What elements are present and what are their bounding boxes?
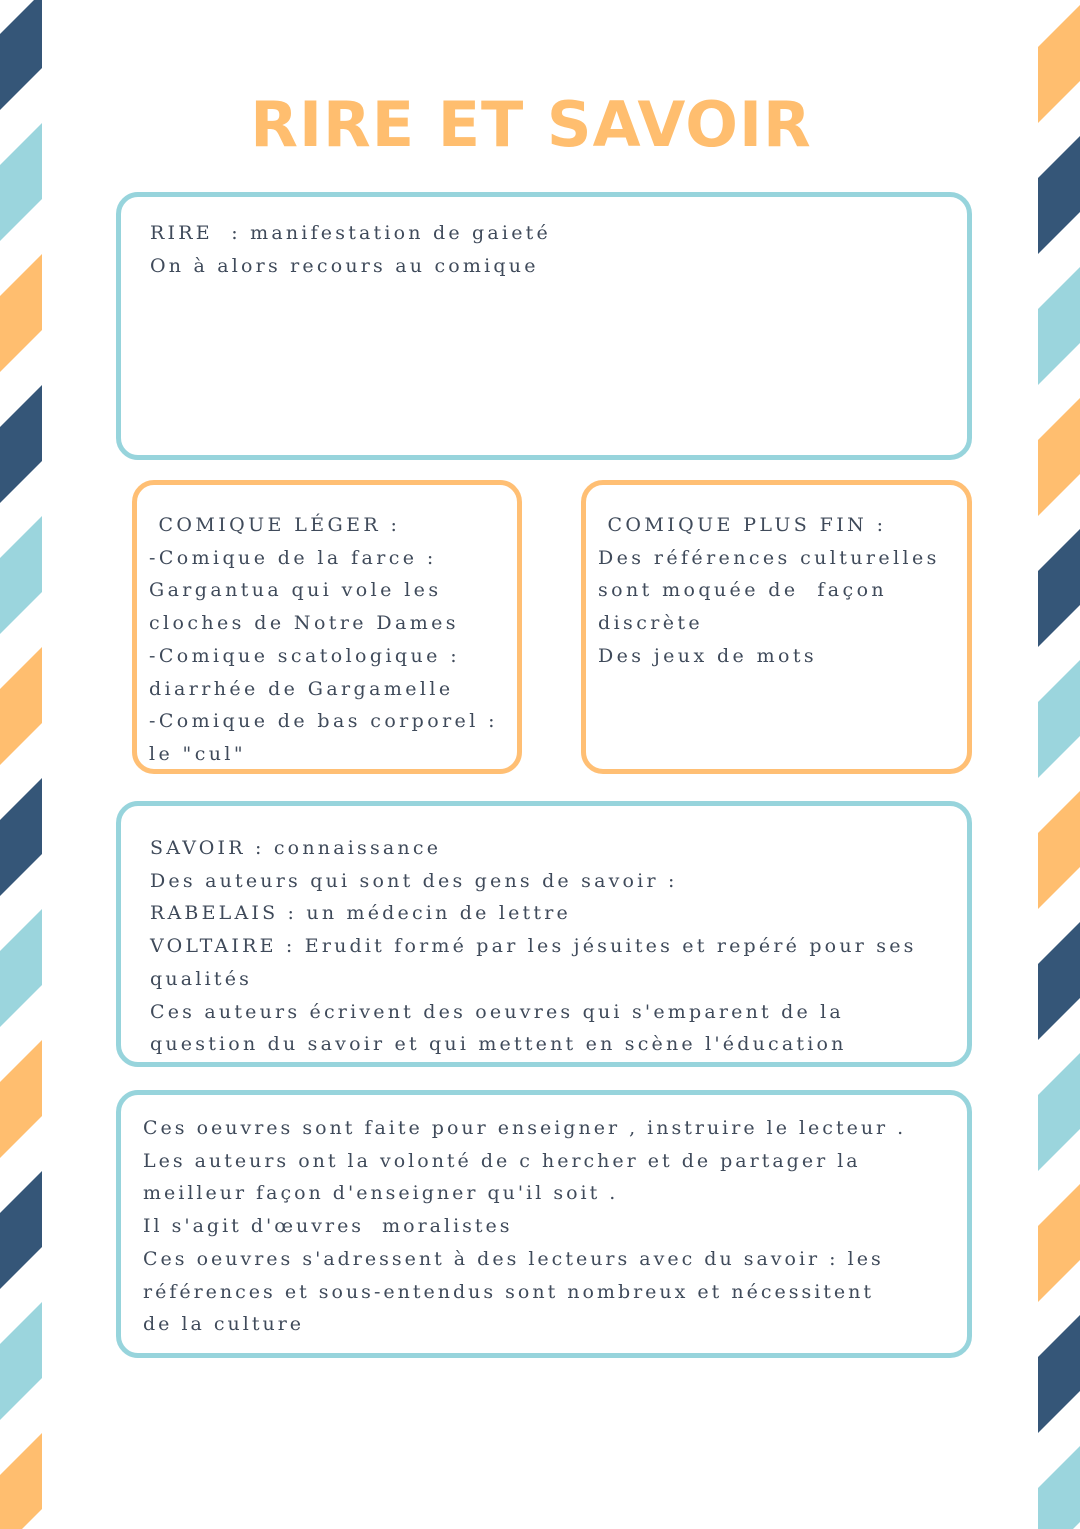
savoir-line: RABELAIS : un médecin de lettre <box>150 902 571 925</box>
rire-line: On à alors recours au comique <box>150 254 539 277</box>
comique-fin-line: Des références culturelles <box>598 546 940 569</box>
stripe-band <box>0 1302 42 1420</box>
page-title: RIRE ET SAVOIR <box>250 88 812 161</box>
rire-line: RIRE : manifestation de gaieté <box>150 222 551 244</box>
comique-leger-line: le "cul" <box>149 742 246 765</box>
savoir-line: Ces auteurs écrivent des oeuvres qui s'emparent de la <box>150 1000 844 1023</box>
stripe-band <box>0 1040 42 1158</box>
oeuvres-box <box>116 1090 972 1358</box>
comique-fin-line: discrète <box>598 612 704 635</box>
rire-box <box>116 192 972 460</box>
stripe-band <box>0 647 42 765</box>
stripe-band <box>0 1433 42 1529</box>
comique-leger-line: -Comique de bas corporel : <box>149 710 498 733</box>
comique-leger-line: COMIQUE LÉGER : <box>149 514 401 536</box>
stripe-band <box>0 516 42 634</box>
stripe-band <box>1038 660 1080 778</box>
comique-leger-line: -Comique de la farce : <box>149 546 437 569</box>
comique-fin-box <box>581 480 972 774</box>
oeuvres-line: références et sous-entendus sont nombreux et nécessitent <box>143 1280 875 1303</box>
stripe-band <box>0 1171 42 1289</box>
oeuvres-line: de la culture <box>143 1313 305 1336</box>
stripe-band <box>1038 1446 1080 1529</box>
oeuvres-line: Il s'agit d'œuvres moralistes <box>143 1215 513 1238</box>
stripe-band <box>1038 1053 1080 1171</box>
savoir-line: VOLTAIRE : Erudit formé par les jésuites et repéré pour ses <box>150 935 917 958</box>
stripe-band <box>0 778 42 896</box>
comique-leger-line: Gargantua qui vole les <box>149 579 442 602</box>
stripe-band <box>1038 791 1080 909</box>
comique-fin-line: Des jeux de mots <box>598 644 818 667</box>
stripe-band <box>1038 529 1080 647</box>
comique-fin-line: sont moquée de façon <box>598 579 888 602</box>
oeuvres-line: Les auteurs ont la volonté de c hercher et de partager la <box>143 1149 861 1172</box>
comique-fin-line: COMIQUE PLUS FIN : <box>598 514 887 536</box>
comique-leger-box <box>132 480 522 774</box>
stripe-band <box>1038 922 1080 1040</box>
left-stripe-border <box>0 0 42 1529</box>
savoir-box <box>116 801 972 1067</box>
stripe-band <box>1038 1315 1080 1433</box>
stripe-band <box>0 254 42 372</box>
stripe-band <box>0 909 42 1027</box>
comique-leger-line: -Comique scatologique : <box>149 644 461 667</box>
stripe-band <box>0 385 42 503</box>
oeuvres-line: Ces oeuvres s'adressent à des lecteurs avec du savoir : les <box>143 1247 884 1270</box>
savoir-line: Des auteurs qui sont des gens de savoir : <box>150 869 678 892</box>
savoir-line: question du savoir et qui mettent en scène l'éducation <box>150 1033 847 1056</box>
savoir-line: SAVOIR : connaissance <box>150 837 442 859</box>
stripe-band <box>1038 267 1080 385</box>
savoir-line: qualités <box>150 967 253 990</box>
stripe-band <box>1038 1184 1080 1302</box>
comique-leger-line: diarrhée de Gargamelle <box>149 677 454 700</box>
stripe-band <box>1038 398 1080 516</box>
oeuvres-line: Ces oeuvres sont faite pour enseigner , instruire le lecteur . <box>143 1117 907 1139</box>
comique-leger-line: cloches de Notre Dames <box>149 612 459 635</box>
right-stripe-border <box>1038 0 1080 1529</box>
oeuvres-line: meilleur façon d'enseigner qu'il soit . <box>143 1182 619 1205</box>
